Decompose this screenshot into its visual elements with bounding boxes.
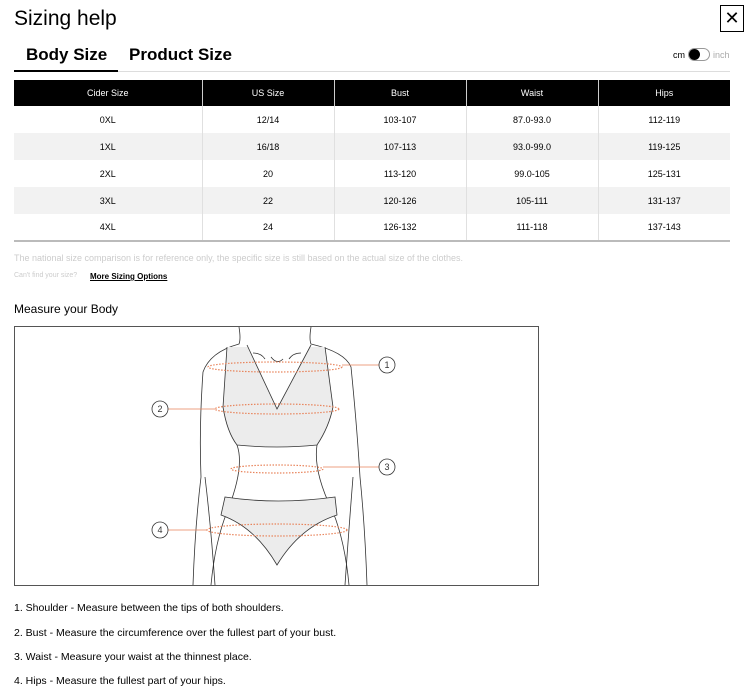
table-cell: 112-119	[598, 106, 730, 133]
unit-inch-label: inch	[713, 49, 730, 60]
table-row	[14, 160, 730, 187]
measure-title: Measure your Body	[14, 302, 119, 316]
table-cell: 3XL	[14, 187, 202, 214]
table-cell: 24	[202, 214, 334, 241]
table-cell: 4XL	[14, 214, 202, 241]
table-cell: 93.0-99.0	[466, 133, 598, 160]
table-cell: 87.0-93.0	[466, 106, 598, 133]
table-cell: 120-126	[334, 187, 466, 214]
table-cell: 105-111	[466, 187, 598, 214]
unit-switch[interactable]	[688, 48, 710, 61]
instruction-shoulder: 1. Shoulder - Measure between the tips of both shoulders.	[14, 602, 284, 614]
unit-toggle[interactable]	[673, 48, 730, 61]
figure-label-2: 2	[157, 404, 163, 414]
tab-product-size[interactable]: Product Size	[129, 45, 232, 64]
body-measure-illustration	[14, 326, 539, 586]
active-tab-indicator	[14, 70, 118, 72]
table-row	[14, 214, 730, 241]
table-cell: 103-107	[334, 106, 466, 133]
table-cell: 125-131	[598, 160, 730, 187]
header-bust: Bust	[334, 80, 466, 106]
table-cell: 12/14	[202, 106, 334, 133]
tab-body-size[interactable]: Body Size	[26, 45, 108, 64]
table-cell: 1XL	[14, 133, 202, 160]
table-cell: 131-137	[598, 187, 730, 214]
header-cider-size: Cider Size	[14, 80, 202, 106]
figure-label-3: 3	[384, 462, 390, 472]
figure-label-1: 1	[384, 360, 390, 370]
more-sizing-options-link[interactable]: More Sizing Options	[90, 272, 168, 281]
instruction-hips: 4. Hips - Measure the fullest part of your hips.	[14, 675, 226, 687]
header-hips: Hips	[598, 80, 730, 106]
table-cell: 22	[202, 187, 334, 214]
modal-title: Sizing help	[14, 7, 117, 30]
figure-label-4: 4	[157, 525, 163, 535]
table-cell: 126-132	[334, 214, 466, 241]
instruction-waist: 3. Waist - Measure your waist at the thinnest place.	[14, 651, 252, 663]
cant-find-text: Can't find your size?	[14, 272, 78, 279]
table-cell: 111-118	[466, 214, 598, 241]
table-cell: 113-120	[334, 160, 466, 187]
disclaimer-note: The national size comparison is for reference only, the specific size is still based on the actual size of the clothes.	[14, 253, 464, 263]
table-cell: 107-113	[334, 133, 466, 160]
table-cell: 99.0-105	[466, 160, 598, 187]
table-row	[14, 106, 730, 133]
table-cell: 20	[202, 160, 334, 187]
table-cell: 137-143	[598, 214, 730, 241]
unit-cm-label: cm	[673, 49, 685, 60]
close-icon[interactable]: ✕	[720, 5, 744, 32]
header-waist: Waist	[466, 80, 598, 106]
waist-measure-line	[231, 465, 323, 473]
body-figure	[193, 327, 367, 585]
table-row	[14, 133, 730, 160]
table-row	[14, 187, 730, 214]
table-cell: 0XL	[99, 114, 116, 125]
instruction-bust: 2. Bust - Measure the circumference over the fullest part of your bust.	[14, 627, 337, 639]
header-us-size: US Size	[202, 80, 334, 106]
size-table	[14, 80, 730, 242]
tab-divider	[14, 71, 730, 72]
table-cell: 119-125	[598, 133, 730, 160]
table-cell: 2XL	[99, 168, 116, 179]
table-cell: 16/18	[202, 133, 334, 160]
